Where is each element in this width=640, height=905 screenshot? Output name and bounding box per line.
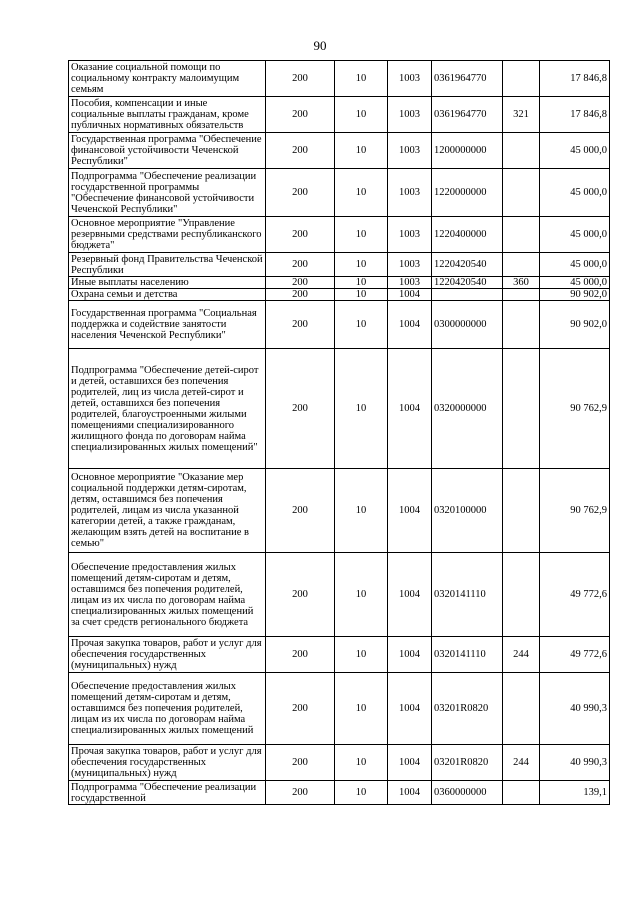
target-article-code: 03201R0820 <box>432 673 503 745</box>
expense-type-code <box>503 133 540 169</box>
amount: 49 772,6 <box>540 553 610 637</box>
amount: 45 000,0 <box>540 217 610 253</box>
expense-type-code <box>503 61 540 97</box>
table-row <box>69 673 610 745</box>
target-article-code <box>432 289 503 301</box>
amount: 139,1 <box>540 781 610 805</box>
target-article-code: 1220420540 <box>432 253 503 277</box>
expense-type-code <box>503 169 540 217</box>
table-row <box>69 217 610 253</box>
table-row <box>69 745 610 781</box>
amount: 90 902,0 <box>540 301 610 349</box>
ministry-code: 200 <box>266 745 335 781</box>
amount: 90 762,9 <box>540 469 610 553</box>
ministry-code: 200 <box>266 349 335 469</box>
target-article-code: 1200000000 <box>432 133 503 169</box>
section-code: 10 <box>335 637 388 673</box>
ministry-code: 200 <box>266 469 335 553</box>
amount: 45 000,0 <box>540 133 610 169</box>
item-name: Основное мероприятие "Управление резервными средствами республиканского бюджета" <box>69 217 266 253</box>
expense-type-code <box>503 553 540 637</box>
section-code: 10 <box>335 781 388 805</box>
section-code: 10 <box>335 97 388 133</box>
amount: 45 000,0 <box>540 169 610 217</box>
amount: 17 846,8 <box>540 61 610 97</box>
item-name: Государственная программа "Обеспечение финансовой устойчивости Чеченской Республики" <box>69 133 266 169</box>
expense-type-code <box>503 349 540 469</box>
expense-type-code <box>503 781 540 805</box>
ministry-code: 200 <box>266 133 335 169</box>
amount: 45 000,0 <box>540 253 610 277</box>
item-name: Подпрограмма "Обеспечение детей-сирот и детей, оставшихся без попечения родителей, лиц из числа детей-сирот и детей, оставшихся без попечения родителей, благоустроенными жилыми помещениями специализированного жилищного фонда по договорам найма специализированных жилых помещений" <box>69 349 266 469</box>
table-row <box>69 133 610 169</box>
ministry-code: 200 <box>266 553 335 637</box>
section-code: 10 <box>335 673 388 745</box>
page-number: 90 <box>313 38 327 53</box>
subsection-code: 1004 <box>388 301 432 349</box>
section-code: 10 <box>335 553 388 637</box>
subsection-code: 1003 <box>388 217 432 253</box>
amount: 40 990,3 <box>540 673 610 745</box>
item-name: Государственная программа "Социальная поддержка и содействие занятости населения Чеченской Республики" <box>69 301 266 349</box>
target-article-code: 03201R0820 <box>432 745 503 781</box>
expense-type-code <box>503 289 540 301</box>
ministry-code: 200 <box>266 637 335 673</box>
item-name: Прочая закупка товаров, работ и услуг для обеспечения государственных (муниципальных) нужд <box>69 637 266 673</box>
subsection-code: 1004 <box>388 553 432 637</box>
section-code: 10 <box>335 289 388 301</box>
table-row <box>69 169 610 217</box>
ministry-code: 200 <box>266 97 335 133</box>
item-name: Оказание социальной помощи по социальному контракту малоимущим семьям <box>69 61 266 97</box>
expense-type-code <box>503 253 540 277</box>
item-name: Основное мероприятие "Оказание мер социальной поддержки детям-сиротам, детям, оставшимся без попечения родителей, лицам из числа указанной категории детей, а также гражданам, желающим взять детей на воспитание в семью" <box>69 469 266 553</box>
ministry-code: 200 <box>266 169 335 217</box>
expense-type-code: 321 <box>503 97 540 133</box>
section-code: 10 <box>335 277 388 289</box>
subsection-code: 1004 <box>388 349 432 469</box>
amount: 90 902,0 <box>540 289 610 301</box>
budget-table-body <box>69 61 610 805</box>
ministry-code: 200 <box>266 217 335 253</box>
ministry-code: 200 <box>266 253 335 277</box>
table-row <box>69 781 610 805</box>
amount: 40 990,3 <box>540 745 610 781</box>
subsection-code: 1003 <box>388 97 432 133</box>
ministry-code: 200 <box>266 289 335 301</box>
amount: 45 000,0 <box>540 277 610 289</box>
section-code: 10 <box>335 61 388 97</box>
item-name: Иные выплаты населению <box>69 277 266 289</box>
table-row <box>69 97 610 133</box>
section-code: 10 <box>335 169 388 217</box>
subsection-code: 1004 <box>388 289 432 301</box>
target-article-code: 0320100000 <box>432 469 503 553</box>
section-code: 10 <box>335 253 388 277</box>
section-code: 10 <box>335 349 388 469</box>
section-code: 10 <box>335 469 388 553</box>
ministry-code: 200 <box>266 277 335 289</box>
item-name: Подпрограмма "Обеспечение реализации государственной программы "Обеспечение финансовой устойчивости Чеченской Республики" <box>69 169 266 217</box>
ministry-code: 200 <box>266 301 335 349</box>
expense-type-code: 244 <box>503 745 540 781</box>
ministry-code: 200 <box>266 61 335 97</box>
item-name: Резервный фонд Правительства Чеченской Республики <box>69 253 266 277</box>
table-row <box>69 469 610 553</box>
ministry-code: 200 <box>266 781 335 805</box>
subsection-code: 1003 <box>388 277 432 289</box>
table-row <box>69 349 610 469</box>
item-name: Охрана семьи и детства <box>69 289 266 301</box>
table-row <box>69 253 610 277</box>
item-name: Обеспечение предоставления жилых помещений детям-сиротам и детям, оставшимся без попечения родителей, лицам из их числа по договорам найма специализированных жилых помещений за счет средств регионального бюджета <box>69 553 266 637</box>
expense-type-code <box>503 301 540 349</box>
amount: 49 772,6 <box>540 637 610 673</box>
section-code: 10 <box>335 133 388 169</box>
ministry-code: 200 <box>266 673 335 745</box>
subsection-code: 1003 <box>388 61 432 97</box>
expense-type-code <box>503 673 540 745</box>
subsection-code: 1003 <box>388 169 432 217</box>
subsection-code: 1004 <box>388 781 432 805</box>
subsection-code: 1004 <box>388 469 432 553</box>
target-article-code: 0320141110 <box>432 553 503 637</box>
target-article-code: 0361964770 <box>432 97 503 133</box>
expense-type-code: 244 <box>503 637 540 673</box>
table-row <box>69 553 610 637</box>
expense-type-code <box>503 217 540 253</box>
section-code: 10 <box>335 217 388 253</box>
expense-type-code: 360 <box>503 277 540 289</box>
target-article-code: 1220420540 <box>432 277 503 289</box>
table-row <box>69 301 610 349</box>
subsection-code: 1004 <box>388 745 432 781</box>
subsection-code: 1004 <box>388 637 432 673</box>
target-article-code: 1220400000 <box>432 217 503 253</box>
target-article-code: 0361964770 <box>432 61 503 97</box>
target-article-code: 0300000000 <box>432 301 503 349</box>
target-article-code: 0320141110 <box>432 637 503 673</box>
table-row <box>69 637 610 673</box>
item-name: Прочая закупка товаров, работ и услуг для обеспечения государственных (муниципальных) нужд <box>69 745 266 781</box>
item-name: Обеспечение предоставления жилых помещений детям-сиротам и детям, оставшимся без попечения родителей, лицам из их числа по договорам найма специализированных жилых помещений <box>69 673 266 745</box>
section-code: 10 <box>335 745 388 781</box>
section-code: 10 <box>335 301 388 349</box>
item-name: Подпрограмма "Обеспечение реализации государственной <box>69 781 266 805</box>
target-article-code: 0320000000 <box>432 349 503 469</box>
expense-type-code <box>503 469 540 553</box>
item-name: Пособия, компенсации и иные социальные выплаты гражданам, кроме публичных нормативных обязательств <box>69 97 266 133</box>
subsection-code: 1003 <box>388 133 432 169</box>
budget-table <box>68 60 610 805</box>
target-article-code: 1220000000 <box>432 169 503 217</box>
subsection-code: 1004 <box>388 673 432 745</box>
amount: 90 762,9 <box>540 349 610 469</box>
table-row <box>69 289 610 301</box>
table-row <box>69 277 610 289</box>
subsection-code: 1003 <box>388 253 432 277</box>
table-row <box>69 61 610 97</box>
target-article-code: 0360000000 <box>432 781 503 805</box>
amount: 17 846,8 <box>540 97 610 133</box>
